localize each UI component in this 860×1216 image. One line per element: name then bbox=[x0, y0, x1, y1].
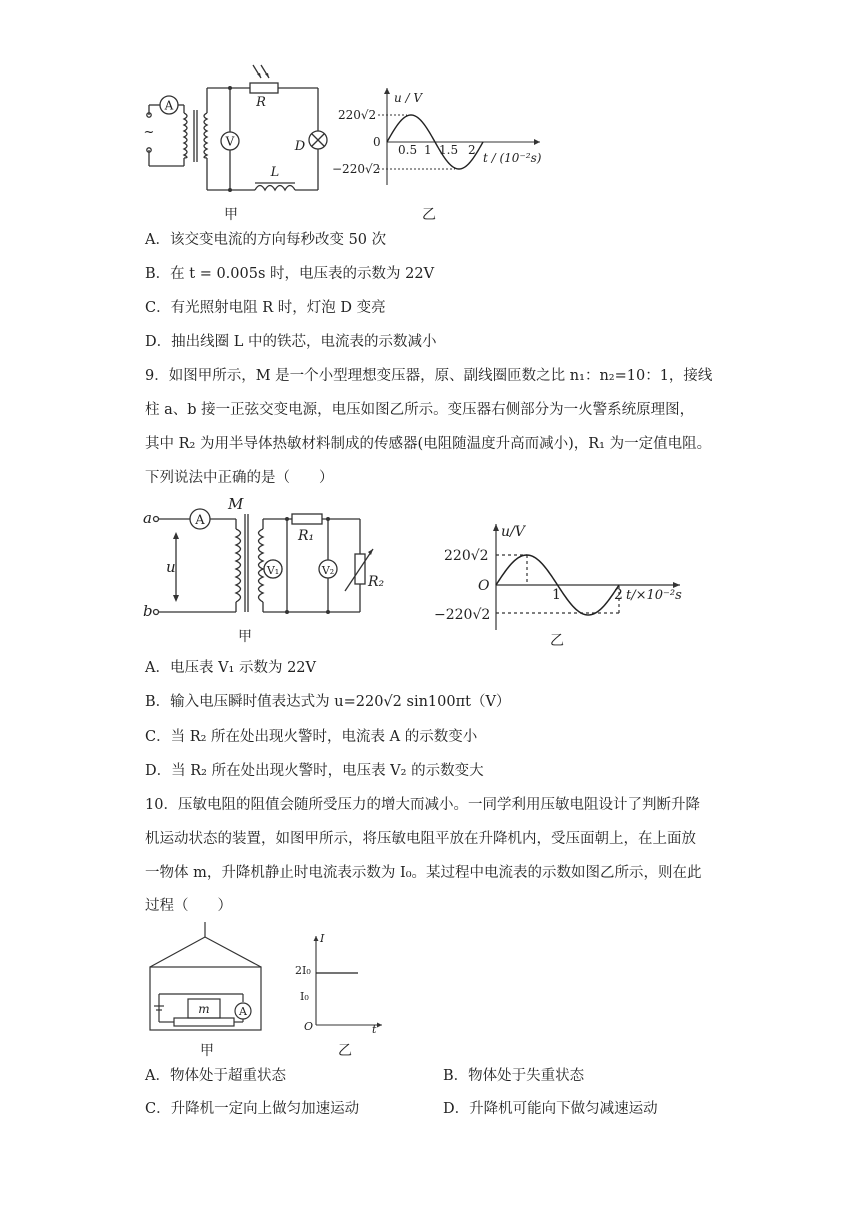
q9-xlabel: t/×10⁻²s bbox=[626, 588, 682, 603]
v1-label: V₁ bbox=[266, 564, 280, 577]
q8-option-d: D．抽出线圈 L 中的铁芯，电流表的示数减小 bbox=[145, 334, 437, 350]
q8-xtick-0: 0.5 bbox=[398, 143, 418, 157]
ammeter-label: A bbox=[164, 98, 174, 113]
q9-option-b: B．输入电压瞬时值表达式为 u=220√2 sin100πt（V） bbox=[145, 694, 511, 710]
q9-stem-line-4: 下列说法中正确的是（ ） bbox=[145, 470, 334, 486]
q10-stem-line-3: 一物体 m，升降机静止时电流表示数为 I₀。某过程中电流表的示数如图乙所示，则在此 bbox=[145, 865, 702, 881]
q10-stem-line-2: 机运动状态的装置，如图甲所示，将压敏电阻平放在升降机内，受压面朝上，在上面放 bbox=[145, 831, 696, 847]
q9-xtick-0: 1 bbox=[552, 587, 561, 603]
q9-option-a: A．电压表 V₁ 示数为 22V bbox=[145, 660, 317, 676]
q10-ylabel: I bbox=[320, 932, 325, 945]
q9-graph-figure bbox=[430, 522, 690, 632]
q10-ytick-i0: I₀ bbox=[300, 990, 309, 1003]
q9-origin: O bbox=[478, 578, 490, 594]
q9-stem-line-1: 9．如图甲所示，M 是一个小型理想变压器，原、副线圈匝数之比 n₁：n₂=10：1，接线 bbox=[145, 368, 713, 384]
voltmeter-label: V bbox=[225, 134, 235, 149]
q8-figure-yi-caption: 乙 bbox=[422, 207, 436, 223]
q9-ammeter-label: A bbox=[195, 513, 205, 528]
terminal-b-label: b bbox=[143, 602, 153, 620]
q8-ytick-zero: 0 bbox=[373, 135, 381, 149]
q10-option-c: C．升降机一定向上做匀加速运动 bbox=[145, 1101, 360, 1117]
q9-stem-line-2: 柱 a、b 接一正弦交变电源，电压如图乙所示。变压器右侧部分为一火警系统原理图， bbox=[145, 402, 695, 418]
q8-xlabel: t / (10⁻²s) bbox=[483, 151, 542, 165]
q9-ytick-bottom: −220√2 bbox=[434, 607, 491, 623]
q8-circuit-figure bbox=[140, 58, 340, 198]
q9-figure-yi-caption: 乙 bbox=[550, 633, 564, 649]
q10-ytick-2i0: 2I₀ bbox=[295, 964, 311, 977]
q9-option-c: C．当 R₂ 所在处出现火警时，电流表 A 的示数变小 bbox=[145, 729, 478, 745]
v2-label: V₂ bbox=[321, 564, 335, 577]
q9-option-d: D．当 R₂ 所在处出现火警时，电压表 V₂ 的示数变大 bbox=[145, 763, 484, 779]
q8-ytick-top: 220√2 bbox=[338, 108, 377, 122]
q8-figure-jia-caption: 甲 bbox=[224, 207, 238, 223]
q10-option-a: A．物体处于超重状态 bbox=[145, 1068, 286, 1084]
q10-option-d: D．升降机可能向下做匀减速运动 bbox=[443, 1101, 658, 1117]
resistor-label: R bbox=[256, 95, 266, 110]
q8-xtick-3: 2 bbox=[468, 143, 476, 157]
q10-elevator-figure bbox=[145, 922, 270, 1037]
mass-label: m bbox=[198, 1002, 210, 1016]
ac-source-symbol: ~ bbox=[143, 125, 155, 140]
q8-option-a: A．该交变电流的方向每秒改变 50 次 bbox=[145, 232, 387, 248]
q9-stem-line-3: 其中 R₂ 为用半导体热敏材料制成的传感器(电阻随温度升高而减小)，R₁ 为一定值电阻。 bbox=[145, 436, 712, 452]
q8-ylabel: u / V bbox=[394, 91, 423, 105]
q8-graph-figure bbox=[332, 82, 548, 192]
q9-circuit-diagram bbox=[140, 494, 400, 624]
q9-circuit-figure bbox=[140, 494, 400, 624]
r2-label: R₂ bbox=[368, 574, 385, 590]
lamp-label: D bbox=[294, 139, 306, 154]
q10-figure-yi-caption: 乙 bbox=[338, 1043, 352, 1059]
q8-circuit-diagram bbox=[140, 58, 340, 198]
q8-option-b: B．在 t = 0.005s 时，电压表的示数为 22V bbox=[145, 266, 435, 282]
q8-option-c: C．有光照射电阻 R 时，灯泡 D 变亮 bbox=[145, 300, 386, 316]
q10-it-graph bbox=[292, 930, 392, 1035]
q10-elevator-diagram bbox=[145, 922, 270, 1037]
q10-figure-jia-caption: 甲 bbox=[200, 1043, 214, 1059]
q9-ut-graph bbox=[430, 522, 690, 632]
q9-ylabel: u/V bbox=[501, 524, 525, 540]
q10-origin: O bbox=[304, 1020, 314, 1033]
q10-ammeter-label: A bbox=[239, 1005, 247, 1018]
q8-ut-graph bbox=[332, 82, 548, 192]
input-voltage-label: u bbox=[166, 558, 176, 576]
q10-graph-figure bbox=[292, 930, 392, 1035]
q8-xtick-1: 1 bbox=[424, 143, 432, 157]
q9-xtick-1: 2 bbox=[614, 587, 623, 603]
transformer-label: M bbox=[228, 495, 244, 513]
q9-ytick-top: 220√2 bbox=[444, 548, 489, 564]
q9-figure-jia-caption: 甲 bbox=[238, 629, 252, 645]
q10-option-b: B．物体处于失重状态 bbox=[443, 1068, 585, 1084]
q10-xlabel: t bbox=[372, 1023, 377, 1036]
q8-ytick-bottom: −220√2 bbox=[332, 162, 381, 176]
q8-xtick-2: 1.5 bbox=[439, 143, 459, 157]
terminal-a-label: a bbox=[143, 509, 152, 527]
r1-label: R₁ bbox=[298, 528, 315, 544]
inductor-label: L bbox=[270, 165, 280, 180]
q10-stem-line-1: 10．压敏电阻的阻值会随所受压力的增大而减小。一同学利用压敏电阻设计了判断升降 bbox=[145, 797, 700, 813]
q10-stem-line-4: 过程（ ） bbox=[145, 898, 232, 914]
